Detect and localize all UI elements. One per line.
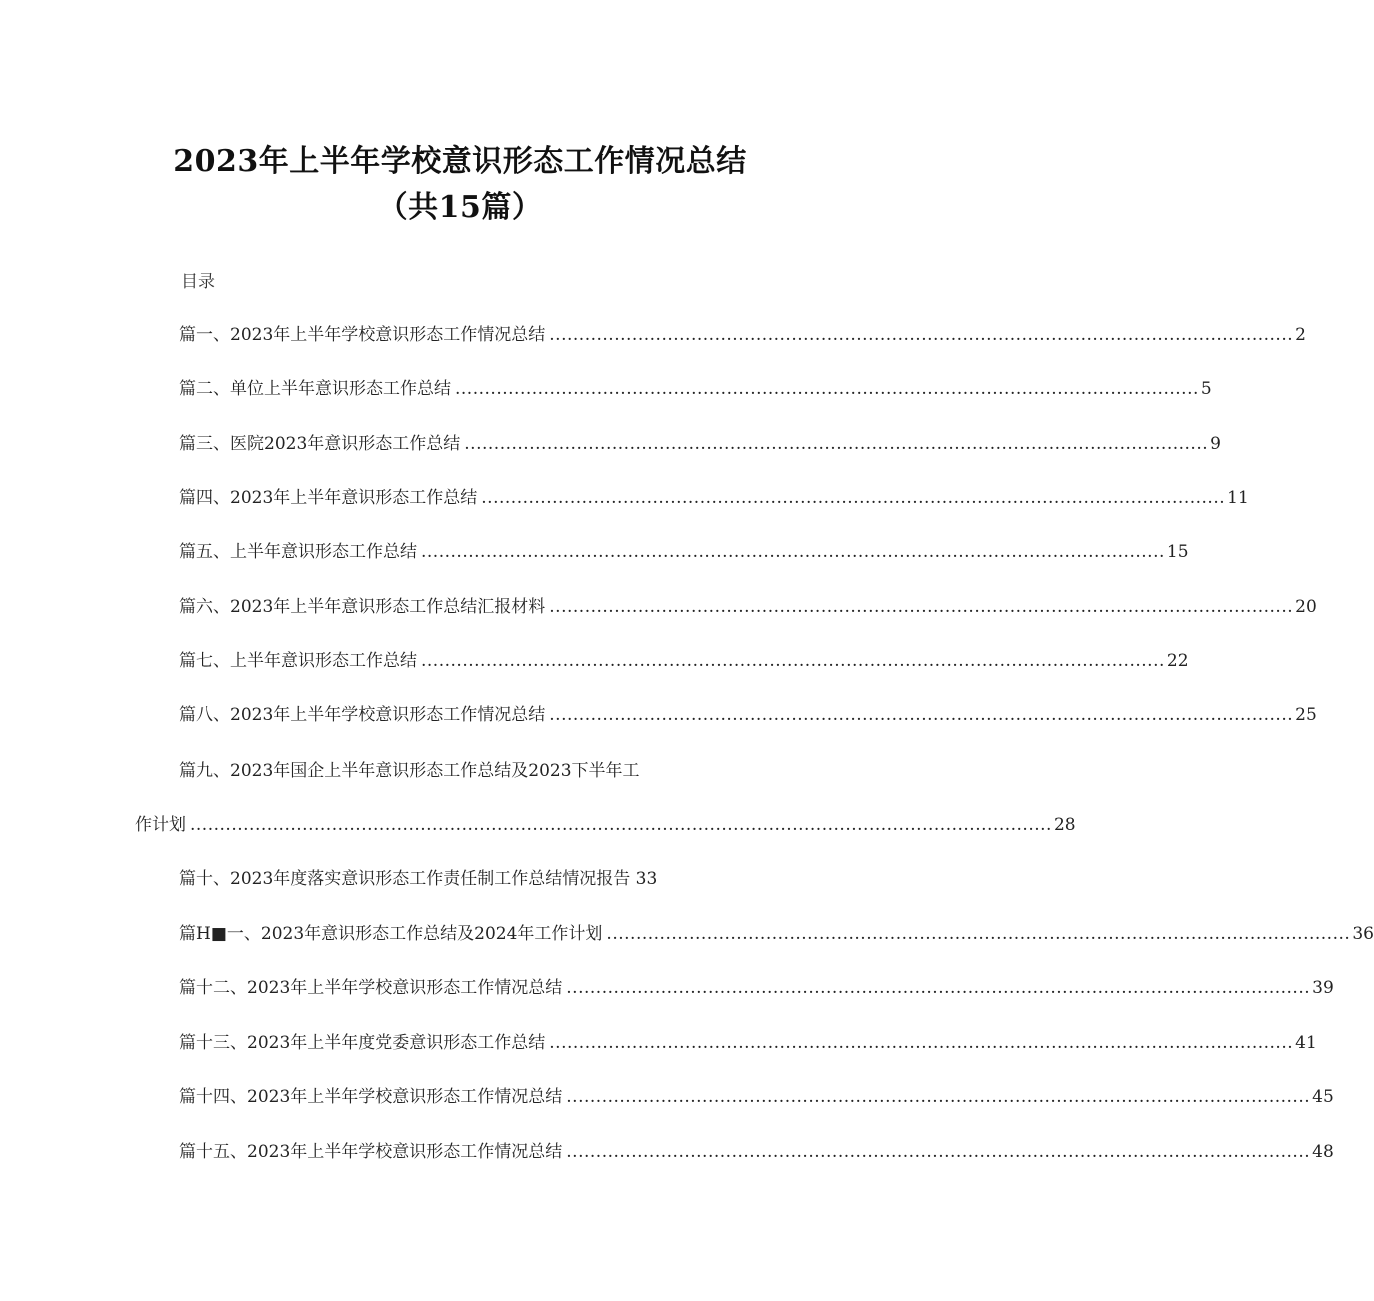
toc-entry-title: 篇六、2023年上半年意识形态工作总结汇报材料 bbox=[179, 597, 546, 617]
toc-dot-leader: .............................................................................................................................. bbox=[481, 488, 1226, 508]
toc-dot-leader: .............................................................................................................................. bbox=[606, 924, 1351, 944]
toc-entry-title: 篇一、2023年上半年学校意识形态工作情况总结 bbox=[179, 325, 546, 345]
toc-heading: 目录 bbox=[181, 272, 215, 292]
toc-dot-leader: .............................................................................................................................. bbox=[464, 434, 1209, 454]
toc-entry-title: 篇四、2023年上半年意识形态工作总结 bbox=[179, 488, 478, 508]
toc-entry-title: 篇十二、2023年上半年学校意识形态工作情况总结 bbox=[179, 978, 563, 998]
toc-dot-leader: .................................................................................................................................................. bbox=[190, 815, 1052, 835]
toc-entry-page: 15 bbox=[1166, 542, 1189, 562]
toc-entry[interactable] bbox=[179, 700, 1317, 730]
toc-entry-page: 9 bbox=[1210, 434, 1221, 454]
toc-entry-page: 2 bbox=[1295, 325, 1306, 345]
toc-entry-title: 篇五、上半年意识形态工作总结 bbox=[179, 542, 417, 562]
toc-dot-leader: .............................................................................................................................. bbox=[421, 651, 1165, 671]
document-title-line-1: 2023年上半年学校意识形态工作情况总结 bbox=[173, 144, 747, 179]
toc-entry-page: 5 bbox=[1200, 379, 1212, 399]
toc-entry[interactable] bbox=[179, 537, 1189, 567]
toc-entry-page: 22 bbox=[1166, 651, 1189, 671]
toc-dot-leader: .............................................................................................................................. bbox=[549, 1033, 1294, 1053]
toc-entry[interactable] bbox=[179, 1028, 1317, 1058]
toc-entry[interactable] bbox=[179, 1082, 1334, 1112]
toc-entry[interactable] bbox=[179, 483, 1249, 513]
toc-dot-leader: .............................................................................................................................. bbox=[455, 379, 1199, 399]
toc-entry-title: 篇十四、2023年上半年学校意识形态工作情况总结 bbox=[179, 1087, 563, 1107]
toc-entry-page: 28 bbox=[1053, 815, 1076, 835]
toc-dot-leader: .............................................................................................................................. bbox=[566, 1142, 1311, 1162]
toc-entry[interactable] bbox=[179, 973, 1334, 1003]
toc-entry[interactable] bbox=[179, 374, 1212, 404]
toc-entry-page: 20 bbox=[1295, 597, 1317, 617]
document-title-line-2: （共15篇） bbox=[377, 190, 543, 225]
toc-entry[interactable] bbox=[179, 646, 1189, 676]
toc-entry[interactable] bbox=[179, 592, 1317, 622]
toc-entry-page: 45 bbox=[1312, 1087, 1334, 1107]
toc-entry-page: 48 bbox=[1312, 1142, 1334, 1162]
toc-dot-leader: .............................................................................................................................. bbox=[549, 597, 1294, 617]
toc-entry-title: 篇十三、2023年上半年度党委意识形态工作总结 bbox=[179, 1033, 546, 1053]
toc-entry[interactable]: 篇十、2023年度落实意识形态工作责任制工作总结情况报告 33 bbox=[179, 869, 658, 889]
toc-entry-page: 25 bbox=[1295, 705, 1317, 725]
toc-entry-title: 篇七、上半年意识形态工作总结 bbox=[179, 651, 417, 671]
toc-entry-title: 篇十五、2023年上半年学校意识形态工作情况总结 bbox=[179, 1142, 563, 1162]
toc-entry-page: 39 bbox=[1312, 978, 1334, 998]
toc-entry-page: 36 bbox=[1352, 924, 1374, 944]
toc-entry-title: 篇八、2023年上半年学校意识形态工作情况总结 bbox=[179, 705, 546, 725]
toc-entry[interactable] bbox=[179, 429, 1221, 459]
toc-entry-title-line-2: 作计划 bbox=[135, 815, 186, 835]
toc-entry-title: 篇三、医院2023年意识形态工作总结 bbox=[179, 434, 461, 454]
toc-entry-title-line-1[interactable]: 篇九、2023年国企上半年意识形态工作总结及2023下半年工 bbox=[179, 761, 640, 781]
toc-entry-title: 篇二、单位上半年意识形态工作总结 bbox=[179, 379, 451, 399]
toc-dot-leader: .............................................................................................................................. bbox=[566, 1087, 1311, 1107]
toc-entry-page: 11 bbox=[1227, 488, 1249, 508]
toc-entry-title: 篇H■一、2023年意识形态工作总结及2024年工作计划 bbox=[179, 924, 603, 944]
toc-entry[interactable] bbox=[135, 810, 1076, 840]
toc-entry[interactable] bbox=[179, 1137, 1334, 1167]
toc-entry[interactable] bbox=[179, 919, 1374, 949]
toc-dot-leader: .............................................................................................................................. bbox=[421, 542, 1165, 562]
toc-dot-leader: .............................................................................................................................. bbox=[549, 705, 1294, 725]
toc-entry-page: 41 bbox=[1295, 1033, 1317, 1053]
toc-dot-leader: .............................................................................................................................. bbox=[566, 978, 1311, 998]
toc-dot-leader: .............................................................................................................................. bbox=[549, 325, 1294, 345]
toc-entry[interactable] bbox=[179, 320, 1306, 350]
